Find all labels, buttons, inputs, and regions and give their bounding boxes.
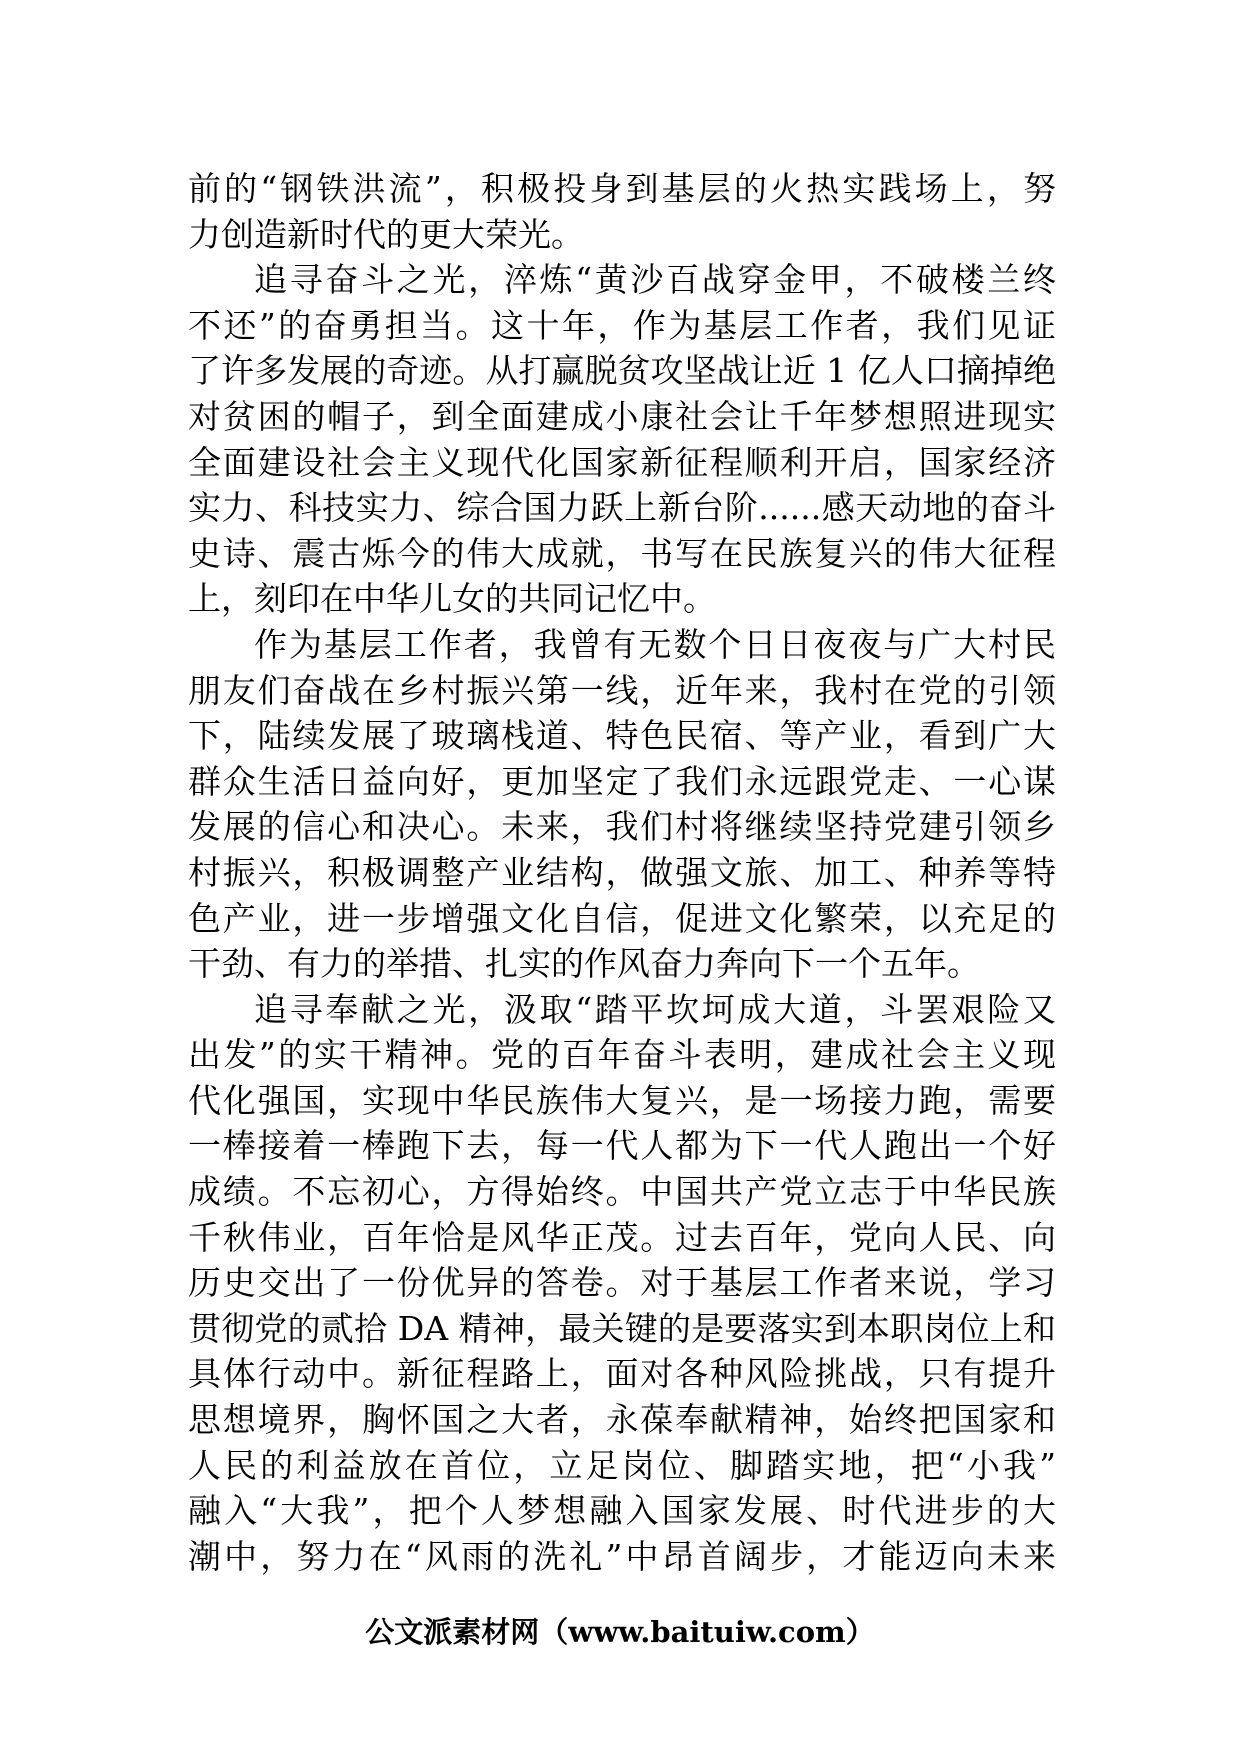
text-line: 干劲、有力的举措、扎实的作风奋力奔向下一个五年。 bbox=[188, 944, 980, 984]
text-line: 群众生活日益向好，更加坚定了我们永远跟党走、一心谋 bbox=[188, 761, 1056, 801]
text-line: 潮中，努力在“风雨的洗礼”中昂首阔步，才能迈向未来 bbox=[188, 1536, 1056, 1576]
text-line: 下，陆续发展了玻璃栈道、特色民宿、等产业，看到广大 bbox=[188, 716, 1056, 756]
paragraph-first-line: 追寻奋斗之光，淬炼“黄沙百战穿金甲，不破楼兰终 bbox=[254, 260, 1056, 300]
text-line: 融入“大我”，把个人梦想融入国家发展、时代进步的大 bbox=[188, 1491, 1056, 1531]
text-line: 前的“钢铁洪流”，积极投身到基层的火热实践场上，努 bbox=[188, 169, 1056, 208]
text-line: 史诗、震古烁今的伟大成就，书写在民族复兴的伟大征程 bbox=[188, 533, 1056, 573]
text-line: 一棒接着一棒跑下去，每一代人都为下一代人跑出一个好 bbox=[188, 1126, 1056, 1166]
text-line: 朋友们奋战在乡村振兴第一线，近年来，我村在党的引领 bbox=[188, 670, 1056, 710]
page-footer: 公文派素材网（www.baituiw.com） bbox=[365, 1615, 875, 1649]
paragraph-first-line: 作为基层工作者，我曾有无数个日日夜夜与广大村民 bbox=[254, 624, 1056, 664]
document-body bbox=[188, 166, 1056, 1579]
text-line: 成绩。不忘初心，方得始终。中国共产党立志于中华民族 bbox=[188, 1172, 1056, 1212]
text-line: 代化强国，实现中华民族伟大复兴，是一场接力跑，需要 bbox=[188, 1080, 1056, 1120]
paragraph-first-line: 追寻奉献之光，汲取“踏平坎坷成大道，斗罢艰险又 bbox=[254, 989, 1056, 1029]
text-line: 全面建设社会主义现代化国家新征程顺利开启，国家经济 bbox=[188, 442, 1056, 482]
text-line: 实力、科技实力、综合国力跃上新台阶......感天动地的奋斗 bbox=[188, 488, 1056, 528]
text-line: 出发”的实干精神。党的百年奋斗表明，建成社会主义现 bbox=[188, 1035, 1056, 1075]
text-line: 贯彻党的贰拾 DA 精神，最关键的是要落实到本职岗位上和 bbox=[188, 1308, 1056, 1348]
text-line: 发展的信心和决心。未来，我们村将继续坚持党建引领乡 bbox=[188, 807, 1056, 847]
text-line: 了许多发展的奇迹。从打赢脱贫攻坚战让近 1 亿人口摘掉绝 bbox=[188, 351, 1056, 391]
text-line: 人民的利益放在首位，立足岗位、脚踏实地，把“小我” bbox=[188, 1445, 1056, 1485]
text-line: 对贫困的帽子，到全面建成小康社会让千年梦想照进现实 bbox=[188, 396, 1056, 436]
text-line: 千秋伟业，百年恰是风华正茂。过去百年，党向人民、向 bbox=[188, 1217, 1056, 1257]
text-line: 力创造新时代的更大荣光。 bbox=[188, 214, 584, 254]
text-line: 上，刻印在中华儿女的共同记忆中。 bbox=[188, 579, 716, 619]
text-line: 思想境界，胸怀国之大者，永葆奉献精神，始终把国家和 bbox=[188, 1400, 1056, 1440]
text-line: 色产业，进一步增强文化自信，促进文化繁荣，以充足的 bbox=[188, 898, 1056, 938]
text-line: 不还”的奋勇担当。这十年，作为基层工作者，我们见证 bbox=[188, 305, 1056, 345]
text-line: 村振兴，积极调整产业结构，做强文旅、加工、种养等特 bbox=[188, 852, 1056, 892]
text-line: 历史交出了一份优异的答卷。对于基层工作者来说，学习 bbox=[188, 1263, 1056, 1303]
text-line: 具体行动中。新征程路上，面对各种风险挑战，只有提升 bbox=[188, 1354, 1056, 1394]
